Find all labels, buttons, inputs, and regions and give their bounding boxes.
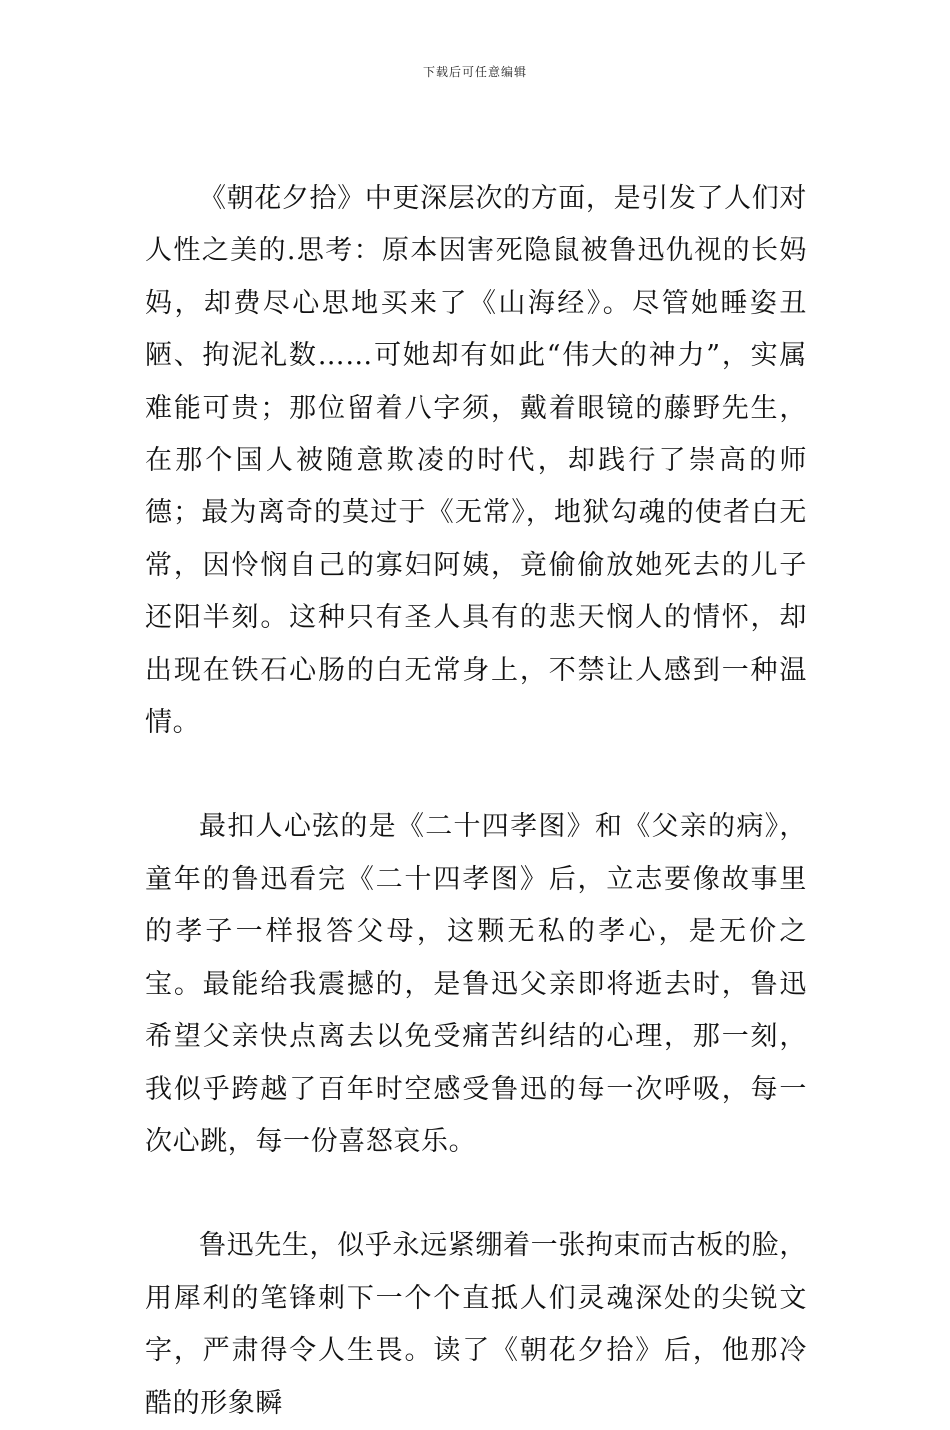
paragraph-filial-piety: 最扣人心弦的是《二十四孝图》和《父亲的病》，童年的鲁迅看完《二十四孝图》后，立志要像故事里的孝子一样报答父母，这颗无私的孝心，是无价之宝。最能给我震撼的，是鲁迅父亲即将逝去时，鲁迅希望父亲快点离去以免受痛苦纠结的心理，那一刻，我似乎跨越了百年时空感受鲁迅的每一次呼吸，每一次心跳，每一份喜怒哀乐。	[145, 811, 807, 1157]
page-header-note: 下载后可任意编辑	[422, 65, 527, 79]
paragraph-human-nature: 《朝花夕拾》中更深层次的方面，是引发了人们对人性之美的.思考：原本因害死隐鼠被鲁迅仇视的长妈妈，却费尽心思地买来了《山海经》。尽管她睡姿丑陋、拘泥礼数……可她却有如此“伟大的神力”，实属难能可贵；那位留着八字须，戴着眼镜的藤野先生，在那个国人被随意欺凌的时代，却践行了崇高的师德；最为离奇的莫过于《无常》，地狱勾魂的使者白无常，因怜悯自己的寡妇阿姨，竟偷偷放她死去的儿子还阳半刻。这种只有圣人具有的悲天悯人的情怀，却出现在铁石心肠的白无常身上，不禁让人感到一种温情。	[145, 183, 807, 739]
paragraph-lu-xun-image: 鲁迅先生，似乎永远紧绷着一张拘束而古板的脸，用犀利的笔锋刺下一个个直抵人们灵魂深处的尖锐文字，严肃得令人生畏。读了《朝花夕拾》后，他那冷酷的形象瞬	[145, 1230, 807, 1419]
document-body	[145, 173, 807, 1430]
